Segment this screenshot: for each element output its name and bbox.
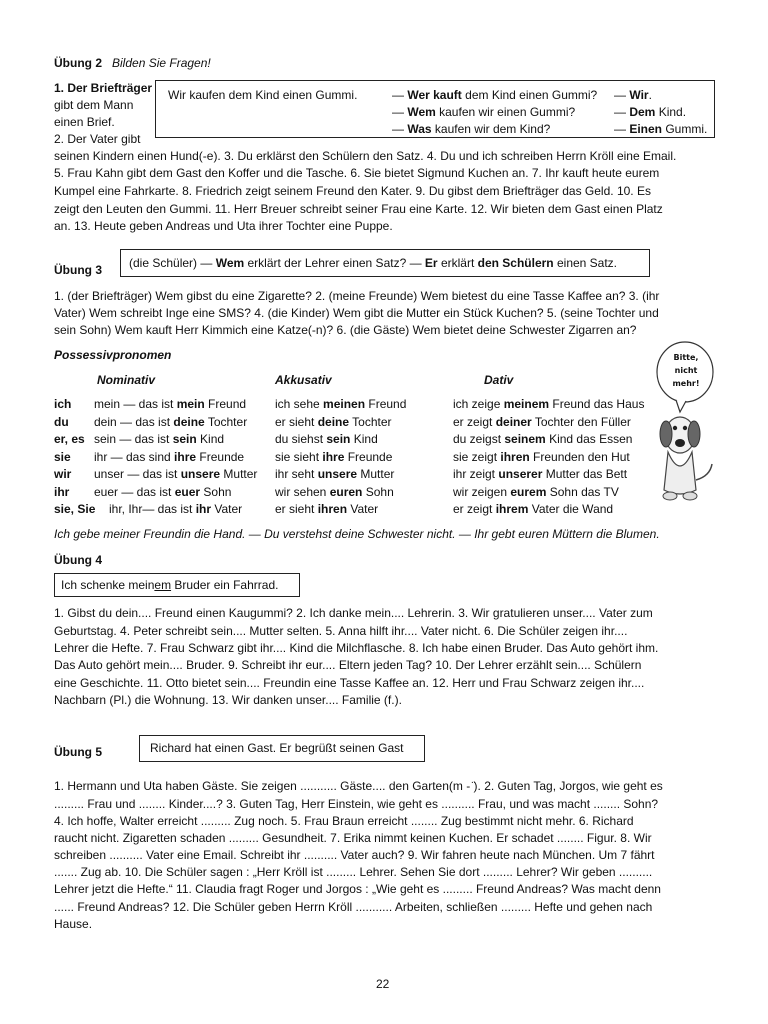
u2-box-question-2 — [392, 104, 575, 121]
u5-exercise-line: 4. Ich hoffe, Walter erreicht ......... Zug noch. 5. Frau Braun erreicht ........ Zug bestimmt nicht mehr. 6. Richard — [54, 814, 634, 828]
dat-cell — [453, 501, 613, 518]
akk-cell — [275, 414, 392, 431]
u5-exercise-line: ....... Zug ab. 10. Die Schüler sagen : „Herr Kröll ist ......... Lehrer. Sehen Sie dort ......... Lehrer? Wir geben .......... — [54, 865, 653, 879]
dash: — — [614, 88, 630, 102]
bold-part: Wer kauft — [407, 88, 462, 102]
u2-left-line-4: 2. Der Vater gibt — [54, 132, 141, 146]
seg: sie sieht — [275, 450, 323, 464]
u4-exercise-line: Nachbarn (Pl.) die Wohnung. 13. Wir danken unser.... Familie (f.). — [54, 693, 402, 707]
nom-cell — [94, 449, 244, 466]
seg: Freunde — [196, 450, 245, 464]
u2-exercise-line: seinen Kindern einen Hund(-e). 3. Du erklärst den Schülern den Satz. 4. Du und ich schreiben Herrn Kröll eine Email. — [54, 149, 677, 163]
u4-exercise-line: 1. Gibst du dein.... Freund einen Kaugummi? 2. Ich danke mein.... Lehrerin. 3. Wir gratulieren unser.... Vater zum — [54, 606, 653, 620]
seg: Freund — [204, 397, 247, 411]
u2-box-example: Wir kaufen dem Kind einen Gummi. — [168, 88, 358, 102]
bubble-line: Bitte, — [673, 353, 699, 362]
seg: dein — das ist — [94, 415, 174, 429]
bold-seg: Wem — [215, 256, 245, 270]
bold-seg: ihre — [322, 450, 345, 464]
underlined-ending: em — [154, 578, 172, 592]
seg: er zeigt — [453, 502, 496, 516]
rest: kaufen wir dem Kind? — [431, 122, 551, 136]
u2-box-question-1 — [392, 87, 597, 104]
bold-seg: sein — [326, 432, 351, 446]
bold-seg: ihrem — [495, 502, 529, 516]
bold-part: Einen — [629, 122, 663, 136]
nom-cell — [94, 396, 246, 413]
seg: er sieht — [275, 415, 318, 429]
rest: kaufen wir einen Gummi? — [435, 105, 576, 119]
bold-seg: unsere — [317, 467, 358, 481]
bubble-line: nicht — [674, 366, 698, 375]
seg: Vater die Wand — [528, 502, 614, 516]
dat-cell — [453, 414, 631, 431]
akk-cell — [275, 501, 378, 518]
nom-cell — [109, 501, 242, 518]
dash: — — [392, 88, 408, 102]
bold-seg: meinen — [323, 397, 366, 411]
u2-box-answer-2 — [614, 104, 686, 121]
seg: Tochter den Füller — [531, 415, 631, 429]
rest: Kind. — [655, 105, 687, 119]
bold-seg: deine — [173, 415, 205, 429]
rest: Gummi. — [662, 122, 708, 136]
bold-part: Dem — [629, 105, 656, 119]
u5-title: Übung 5 — [54, 745, 102, 759]
seg: Tochter — [204, 415, 248, 429]
seg: ihr — das sind — [94, 450, 175, 464]
seg: Mutter — [220, 467, 258, 481]
nom-cell — [94, 484, 231, 501]
seg: er zeigt — [453, 415, 496, 429]
u5-exercise-line: raucht nicht. Zigaretten schaden ......... Gesundheit. 7. Erika nimmt keinen Kuchen. Er schadet ........ Figur. 8. Wir — [54, 831, 652, 845]
u2-left-line-2: gibt dem Mann — [54, 98, 134, 112]
u5-exercise-line: Hause. — [54, 917, 93, 931]
u4-exercise-line: Lehrer die Hefte. 7. Frau Schwarz gibt ihr.... Kind die Milchflasche. 8. Ich habe einen Bruder. Das Auto gehört ihm. — [54, 641, 659, 655]
u3-exercise-line: sein Sohn) Wem kauft Herr Kimmich eine Katze(-n)? 6. (die Gäste) Wem bietet deine Schwester Zigarren an? — [54, 323, 637, 337]
seg: Freund das Haus — [549, 397, 645, 411]
dash: — — [614, 105, 630, 119]
bold-seg: deine — [317, 415, 350, 429]
bold-seg: den Schülern — [477, 256, 554, 270]
possessiv-heading: Possessivpronomen — [54, 348, 172, 362]
u4-exercise-line: Geburtstag. 4. Peter schreibt sein.... Mutter selten. 5. Anna hilft ihr.... Vater nicht. 6. Die Schüler zeigen ihr.... — [54, 624, 628, 638]
u3-exercise-line: Vater) Wem schreibt Inge eine SMS? 4. (die Kinder) Wem gibt die Mutter ein Stück Kuchen? 5. (seine Tochter und — [54, 306, 659, 320]
pronoun: ich — [54, 397, 72, 411]
seg: (die Schüler) — — [129, 256, 216, 270]
bold-seg: ihr — [195, 502, 212, 516]
col-dativ: Dativ — [484, 373, 514, 387]
seg: sie zeigt — [453, 450, 501, 464]
rest: dem Kind einen Gummi? — [461, 88, 598, 102]
dat-cell — [453, 431, 632, 448]
seg: ihr, Ihr— das ist — [109, 502, 196, 516]
u2-subtitle: Bilden Sie Fragen! — [112, 56, 211, 70]
bold-seg: euer — [174, 485, 201, 499]
u4-exercise-line: eine Geschichte. 11. Otto bietet sein.... Freundin eine Tasse Kaffee an. 12. Herr und Frau Schwarz zeigen ihr.... — [54, 676, 645, 690]
bold-part: Was — [407, 122, 432, 136]
seg: Freund — [365, 397, 407, 411]
u2-box-answer-3 — [614, 121, 707, 138]
seg: ich zeige — [453, 397, 504, 411]
bold-seg: unserer — [498, 467, 543, 481]
seg: Vater — [211, 502, 243, 516]
seg: wir zeigen — [453, 485, 511, 499]
dat-cell — [453, 466, 627, 483]
seg: du zeigst — [453, 432, 505, 446]
u4-title: Übung 4 — [54, 553, 102, 567]
seg: wir sehen — [275, 485, 330, 499]
page-number: 22 — [376, 977, 390, 991]
u5-exercise-line: ...... Freund Andreas? 12. Die Schüler geben Herrn Kröll ........... Arbeiten, schließen ......... Hefte und gehen nach — [54, 900, 653, 914]
nom-cell — [94, 466, 257, 483]
seg: Sohn — [200, 485, 232, 499]
dash: — — [392, 105, 408, 119]
u2-exercise-line: zeigt den Leuten den Gummi. 11. Herr Breuer schreibt seiner Frau eine Karte. 12. Wir bieten dem Gast einen Platz — [54, 202, 663, 216]
pronoun: sie — [54, 450, 71, 464]
bold-seg: sein — [172, 432, 197, 446]
bold-seg: ihre — [174, 450, 197, 464]
seg: Sohn das TV — [546, 485, 619, 499]
bold-seg: unsere — [180, 467, 221, 481]
bold-seg: euren — [329, 485, 363, 499]
bold-seg: deiner — [495, 415, 532, 429]
u3-box-text — [129, 255, 617, 272]
akk-cell — [275, 396, 406, 413]
nom-cell — [94, 431, 224, 448]
u3-example-box — [120, 249, 650, 277]
pronoun: sie, Sie — [54, 502, 96, 516]
bold-seg: Er — [424, 256, 438, 270]
seg: Bruder ein Fahrrad. — [171, 578, 279, 592]
u4-example-box — [54, 573, 300, 597]
seg: Kind — [350, 432, 378, 446]
u3-exercise-line: 1. (der Briefträger) Wem gibst du eine Zigarette? 2. (meine Freunde) Wem bietest du eine Tasse Kaffee an? 3. (ihr — [54, 289, 660, 303]
seg: Freunde — [344, 450, 393, 464]
bold-part: Wem — [407, 105, 436, 119]
bold-seg: ihren — [500, 450, 530, 464]
u2-heading — [54, 55, 211, 72]
u5-exercise-line: ......... Frau und ........ Kinder....? 3. Guten Tag, Herr Einstein, wie geht es .......... Frau, und was macht ........ Sohn? — [54, 797, 659, 811]
col-akkusativ: Akkusativ — [275, 373, 332, 387]
dat-cell — [453, 484, 619, 501]
seg: Vater — [347, 502, 379, 516]
dat-cell — [453, 396, 644, 413]
nom-cell — [94, 414, 247, 431]
u2-box-answer-1 — [614, 87, 652, 104]
u5-box-text: Richard hat einen Gast. Er begrüßt seinen Gast — [150, 741, 404, 755]
bold-part: Wir — [629, 88, 649, 102]
col-nominativ: Nominativ — [97, 373, 156, 387]
bold-seg: ihren — [317, 502, 348, 516]
u5-exercise-line: schreiben .......... Vater eine Email. Schreibt ihr .......... Vater auch? 9. Wir fahren heute nach München. Um 7 fährt — [54, 848, 655, 862]
seg: du siehst — [275, 432, 327, 446]
u2-example-box — [155, 80, 715, 138]
u2-left-line-1 — [54, 80, 152, 97]
rest: . — [648, 88, 652, 102]
seg: Kind das Essen — [545, 432, 633, 446]
pronoun: wir — [54, 467, 72, 481]
u2-left-1-text: 1. Der Briefträger — [54, 81, 153, 95]
dash: — — [392, 122, 408, 136]
u4-box-text — [61, 577, 278, 594]
possessiv-example: Ich gebe meiner Freundin die Hand. — Du verstehst deine Schwester nicht. — Ihr gebt euren Müttern die Blumen. — [54, 527, 660, 541]
seg: er sieht — [275, 502, 318, 516]
seg: ihr zeigt — [453, 467, 499, 481]
seg: erklärt — [437, 256, 478, 270]
seg: unser — das ist — [94, 467, 181, 481]
akk-cell — [275, 431, 378, 448]
dash: — — [614, 122, 630, 136]
seg: Ich schenke mein — [61, 578, 155, 592]
seg: erklärt der Lehrer einen Satz? — — [244, 256, 425, 270]
speech-bubble-text — [666, 351, 706, 390]
u2-exercise-line: 5. Frau Kahn gibt dem Gast den Koffer und die Tasche. 6. Sie bietet Sigmund Kuchen an. 7. Ihr kauft heute eurem — [54, 166, 660, 180]
bold-seg: mein — [176, 397, 205, 411]
akk-cell — [275, 484, 394, 501]
akk-cell — [275, 466, 394, 483]
seg: Freunden den Hut — [529, 450, 630, 464]
u2-box-question-3 — [392, 121, 550, 138]
seg: Sohn — [362, 485, 394, 499]
u2-left-line-3: einen Brief. — [54, 115, 115, 129]
seg: Mutter das Bett — [542, 467, 628, 481]
u5-exercise-line: Lehrer jetzt die Hefte.“ 11. Claudia fragt Roger und Jorgos : „Wie geht es ......... Freund Andreas? Was macht denn — [54, 882, 661, 896]
dog-illustration — [650, 340, 720, 505]
seg: Tochter — [349, 415, 392, 429]
pronoun: ihr — [54, 485, 70, 499]
u2-title: Übung 2 — [54, 56, 102, 70]
seg: euer — das ist — [94, 485, 175, 499]
u3-title: Übung 3 — [54, 263, 102, 277]
u5-exercise-line: 1. Hermann und Uta haben Gäste. Sie zeigen ........... Gäste.... den Garten(m - ̈). 2. Guten Tag, Jorgos, wie geht es — [54, 779, 663, 793]
akk-cell — [275, 449, 392, 466]
u2-exercise-line: Kumpel eine Fahrkarte. 8. Friedrich zeigt seinem Freund den Kater. 9. Du gibst dem Briefträger das Geld. 10. Es — [54, 184, 651, 198]
seg: ich sehe — [275, 397, 324, 411]
bubble-line: mehr! — [672, 379, 700, 388]
pronoun: du — [54, 415, 69, 429]
bold-seg: seinem — [504, 432, 546, 446]
u5-example-box — [139, 735, 425, 762]
seg: Kind — [196, 432, 225, 446]
seg: Mutter — [357, 467, 395, 481]
seg: ihr seht — [275, 467, 318, 481]
pronoun: er, es — [54, 432, 85, 446]
seg: mein — das ist — [94, 397, 177, 411]
seg: sein — das ist — [94, 432, 173, 446]
bold-seg: meinem — [503, 397, 550, 411]
dat-cell — [453, 449, 630, 466]
u4-exercise-line: Das Auto gehört mein.... Bruder. 9. Schreibt ihr eur.... Eltern jeden Tag? 10. Der Lehrer erzählt sein.... Schülern — [54, 658, 642, 672]
u2-exercise-line: an. 13. Heute geben Andreas und Uta ihrer Tochter eine Puppe. — [54, 219, 393, 233]
seg: einen Satz. — [553, 256, 618, 270]
bold-seg: eurem — [510, 485, 547, 499]
